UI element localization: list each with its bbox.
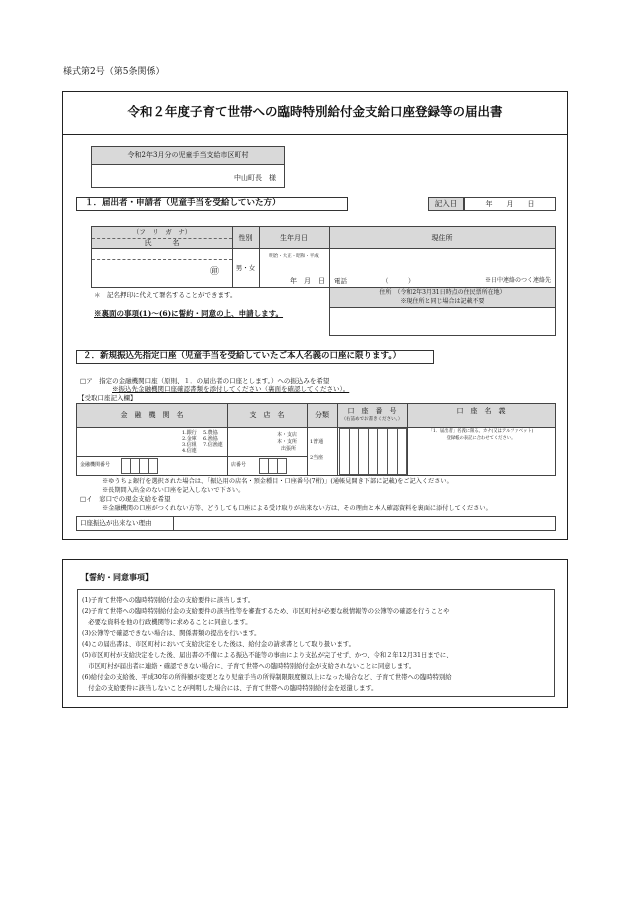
option-i-note: ※金融機関の口座がつくれない方等、どうしても口座による受け取りが出来ない方は、その理由と本人確認資料を裏面に添付してください。 <box>102 505 492 512</box>
account-holder-header: 口 座 名 義 <box>456 407 506 415</box>
branch-header: 支 店 名 <box>249 411 285 419</box>
option-a[interactable]: □ア 指定の金融機関口座（原則、１．の届出者の口座とします。）への振込みを希望 <box>80 377 330 385</box>
applicant-table <box>91 226 556 288</box>
pledge-item-line: 付金の支給要件に該当しないことが判明した場合には、子育て世帯への臨時特別給付金を返還します。 <box>82 685 378 692</box>
bank-code-label: 金融機関番号 <box>80 462 111 468</box>
pledge-item-line: 市区町村が届出者に連絡・確認できない場合に、子育て世帯への臨時特別給付金が支給されないことに同意します。 <box>82 663 416 670</box>
bank-type-4: 4.信連 <box>182 448 197 454</box>
bank-type-2: 2.金庫 <box>182 436 197 442</box>
address-label: 現住所 <box>431 234 453 242</box>
pledge-item-line: (5)市区町村が支給決定をした後、届出書の不備による振込不能等の事由により支払が完了せず、かつ、令和２年12月31日までに、 <box>82 652 453 659</box>
title-divider <box>63 134 567 135</box>
addressee-box <box>91 146 285 188</box>
pledge-item-line: (1)子育て世帯への臨時特別給付金の支給要件に該当します。 <box>82 597 255 604</box>
bank-account-table <box>76 403 556 476</box>
pledge-item-line: (4)この届出書は、市区町村において支給決定をした後は、給付金の請求書として取り扱います。 <box>82 641 355 648</box>
pledge-item-line: 必要な資料を他の行政機関等に求めることに同意します。 <box>82 619 252 626</box>
branch-code-digit-box[interactable] <box>277 458 287 474</box>
form-code: 様式第2号（第5条関係） <box>63 67 165 77</box>
entry-date-label: 記入日 <box>434 199 458 208</box>
bank-type-3: 3.信組 <box>182 442 197 448</box>
account-type-2: 2当座 <box>310 455 324 461</box>
yucho-note-2: ※長期間入出金のない口座を記入しないで下さい。 <box>102 487 245 494</box>
yucho-note-1: ※ゆうちょ銀行を選択された場合は、「振込用の店名・預金種目・口座番号(7桁)」(通帳見開き下部に記載)をご記入ください。 <box>102 478 453 485</box>
form-title: 令和２年度子育て世帯への臨時特別給付金支給口座登録等の届出書 <box>127 104 503 119</box>
bank-type-7: 7.信漁連 <box>203 442 223 448</box>
name-seal-mark: ㊞ <box>210 267 220 277</box>
section2-heading: ２．新規振込先指定口座（児童手当を受給していたご本人名義の口座に限ります。） <box>83 351 402 361</box>
pledge-items-box <box>77 589 555 697</box>
bank-name-header: 金 融 機 関 名 <box>120 411 184 419</box>
name-label: 氏 名 <box>144 239 180 247</box>
phone-label: 電話 <box>334 277 347 285</box>
registered-address-label: 住所 （令和2年3月31日時点の住民票所在地） <box>379 289 506 296</box>
agreement-line: ※裏面の事項(1)～(6)に誓約・同意の上、申請します。 <box>94 309 284 318</box>
account-number-sub: （右詰めでお書きください。） <box>341 417 403 422</box>
option-a-note: ※振込先金融機関口座確認書類を添付してください（裏面を確認してください）。 <box>112 385 350 393</box>
pledge-item-line: (6)給付金の支給後、平成30年の所得額が変更となり児童手当の所得制限限度額以上になった場合など、子育て世帯への臨時特別給 <box>82 674 452 681</box>
phone-paren: （ ） <box>382 277 415 285</box>
branch-type-1: 本・支店 <box>277 432 298 438</box>
option-i[interactable]: □イ 窓口での現金支給を希望 <box>80 495 171 503</box>
furigana-label: （フ リ ガ ナ） <box>132 228 192 236</box>
no-account-reason-label: 口座振込が出来ない理由 <box>80 519 152 527</box>
registered-address-box <box>329 288 556 336</box>
pledge-heading: 【誓約・同意事項】 <box>81 572 153 582</box>
entry-date-label-cell <box>428 197 464 211</box>
section1-heading: １．届出者・申請者（児童手当を受給していた方） <box>85 198 281 208</box>
birthdate-label: 生年月日 <box>280 234 308 242</box>
daytime-contact-note: ※日中連絡のつく連絡先 <box>484 277 551 284</box>
gender-options[interactable]: 男・女 <box>235 264 256 272</box>
bank-type-6: 6.漁協 <box>203 436 218 442</box>
entry-date-value: 年 月 日 <box>485 200 535 208</box>
signature-note: ＊ 記名押印に代えて署名することができます。 <box>94 291 237 299</box>
branch-type-3: 出張所 <box>281 446 297 452</box>
addressee-line1: 令和2年3月分の児童手当支給市区町村 <box>127 151 249 159</box>
holder-note-1: 「1．届出者」名義に限る。カナ(又はアルファベット) <box>428 429 534 434</box>
section2-heading-box <box>76 350 434 364</box>
entry-date-cell[interactable] <box>464 197 556 211</box>
type-header: 分類 <box>315 411 329 419</box>
account-number-digit-box[interactable] <box>397 428 408 475</box>
branch-type-2: 本・支所 <box>277 439 298 445</box>
birth-ymd: 年 月 日 <box>290 277 325 285</box>
registered-address-note: ※現住所と同じ場合は記載不要 <box>400 298 485 305</box>
bank-type-1: 1.銀行 <box>182 430 197 436</box>
pledge-item-line: (2)子育て世帯への臨時特別給付金の支給要件の該当性等を審査するため、市区町村が必要な税情報等の公簿等の確認を行うことや <box>82 608 450 615</box>
pledge-frame <box>62 559 568 708</box>
bank-entry-label: 【受取口座記入欄】 <box>78 394 137 402</box>
era-options[interactable]: 明治・大正・昭和・平成 <box>269 254 319 259</box>
account-number-header: 口 座 番 号 <box>347 407 397 415</box>
holder-note-2: 登録帳の表記に合わせてください。 <box>446 436 516 441</box>
section1-heading-box <box>76 197 348 211</box>
account-type-1: 1普通 <box>310 439 324 445</box>
branch-code-label: 店番号 <box>231 462 247 468</box>
no-account-reason-input[interactable] <box>173 517 555 530</box>
bank-code-digit-box[interactable] <box>148 458 158 474</box>
gender-label: 性別 <box>238 234 253 242</box>
addressee-line2: 中山町長 様 <box>234 174 276 182</box>
pledge-item-line: (3)公簿等で確認できない場合は、関係書類の提出を行います。 <box>82 630 261 637</box>
bank-type-5: 5.農協 <box>203 430 218 436</box>
